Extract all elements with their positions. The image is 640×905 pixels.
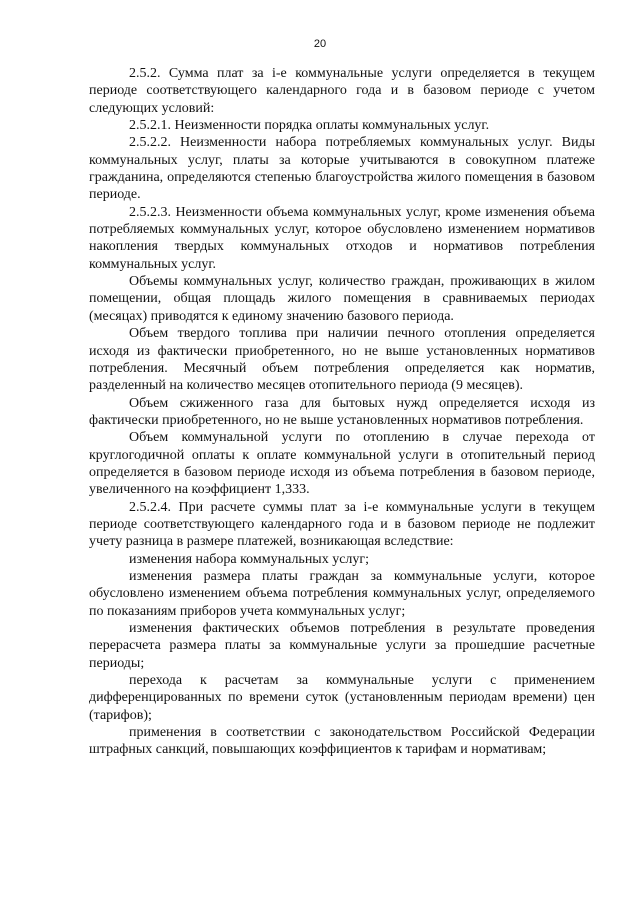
- paragraph-2-5-2-4: 2.5.2.4. При расчете суммы плат за i-е коммунальные услуги в текущем периоде соответствующего календарного года и в базовом периоде не подлежит учету разница в размере платежей, возникающая вследствие:: [89, 499, 595, 550]
- list-item-service-set-change: изменения набора коммунальных услуг;: [129, 551, 370, 567]
- list-item-penalty-coefficients: применения в соответствии с законодательством Российской Федерации штрафных санкций, повышающих коэффициентов к тарифам и нормативам;: [89, 725, 595, 758]
- paragraph-2-5-2-3: 2.5.2.3. Неизменности объема коммунальных услуг, кроме изменения объема потребляемых коммунальных услуг, которое обусловлено изменением нормативов накопления твердых коммунальных отходов и нормативов потребления коммунальных услуг.: [89, 204, 595, 272]
- list-item-payment-size-change: изменения размера платы граждан за коммунальные услуги, которое обусловлено изменением объема потребления коммунальных услуг, определяемого по показаниям приборов учета коммунальных услуг;: [89, 568, 595, 619]
- paragraph-heating-transition: Объем коммунальной услуги по отоплению в случае перехода от круглогодичной оплаты к оплате коммунальной услуги в отопительный период определяется в базовом периоде исходя из объема потребления в базовом периоде, увеличенного на коэффициент 1,333.: [89, 430, 595, 498]
- paragraph-2-5-2-1: 2.5.2.1. Неизменности порядка оплаты коммунальных услуг.: [129, 118, 490, 134]
- list-item-recalculation: изменения фактических объемов потребления в результате проведения перерасчета размера платы за коммунальные услуги за прошедшие расчетные периоды;: [89, 621, 595, 671]
- paragraph-2-5-2: 2.5.2. Сумма плат за i-е коммунальные услуги определяется в текущем периоде соответствующего календарного года и в базовом периоде с учетом следующих условий:: [89, 66, 595, 116]
- paragraph-2-5-2-2: 2.5.2.2. Неизменности набора потребляемых коммунальных услуг. Виды коммунальных услуг, платы за которые учитываются в совокупном платеже гражданина, определяются степенью благоустройства жилого помещения в базовом периоде.: [89, 135, 595, 203]
- paragraph-liquefied-gas: Объем сжиженного газа для бытовых нужд определяется исходя из фактически приобретенного, но не выше установленных нормативов потребления.: [89, 395, 595, 428]
- paragraph-volumes-normalization: Объемы коммунальных услуг, количество граждан, проживающих в жилом помещении, общая площадь жилого помещения в сравниваемых периодах (месяцах) приводятся к единому значению базового периода.: [89, 274, 595, 324]
- document-body: [89, 65, 595, 759]
- paragraph-solid-fuel: Объем твердого топлива при наличии печного отопления определяется исходя из фактически приобретенного, но не выше установленных нормативов потребления. Месячный объем потребления определяется как норматив, разделенный на количество месяцев отопительного периода (9 месяцев).: [89, 326, 595, 394]
- list-item-time-differentiated-tariffs: перехода к расчетам за коммунальные услуги с применением дифференцированных по времени суток (установленным периодам времени) цен (тарифов);: [89, 673, 595, 723]
- page-number: 20: [313, 38, 327, 50]
